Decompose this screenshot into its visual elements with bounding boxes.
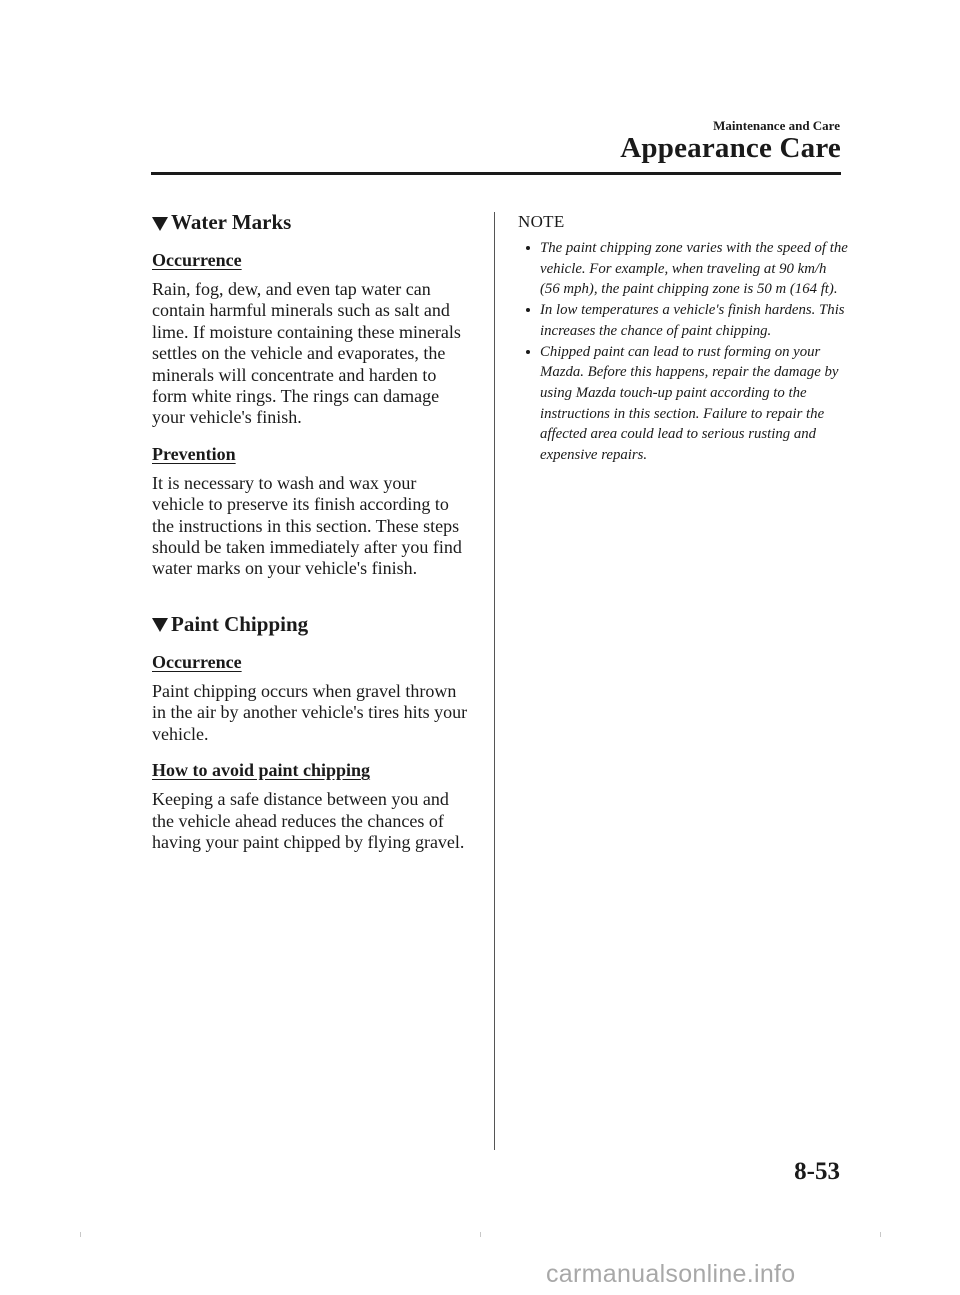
footer-crop-mark: [480, 1232, 481, 1237]
water-marks-section: [152, 210, 472, 580]
bullet-icon: [526, 350, 530, 354]
bullet-icon: [526, 308, 530, 312]
water-marks-occurrence-text: Rain, fog, dew, and even tap water can contain harmful minerals such as salt and lime. If moisture containing these minerals settles on the vehicle and evaporates, the minerals will concentrate and harden to form white rings. The rings can damage your vehicle's finish.: [152, 279, 461, 428]
right-column: [518, 212, 848, 466]
note-item-text: The paint chipping zone varies with the speed of the vehicle. For example, when traveling at 90 km/h (56 mph), the paint chipping zone is 50 m (164 ft).: [540, 240, 848, 298]
water-marks-prevention-text: It is necessary to wash and wax your vehicle to preserve its finish according to the instructions in this section. These steps should be taken immediately after you find water marks on your vehicle's finish.: [152, 472, 462, 579]
water-marks-heading: [152, 210, 472, 235]
paint-chipping-heading: [152, 612, 472, 637]
footer-crop-mark: [80, 1232, 81, 1237]
watermark[interactable]: carmanualsonline.info: [546, 1260, 796, 1288]
down-triangle-icon: [152, 618, 168, 632]
water-marks-occurrence-heading: Occurrence: [152, 250, 242, 270]
paint-chipping-occurrence-text: Paint chipping occurs when gravel thrown in the air by another vehicle's tires hits your vehicle.: [152, 680, 468, 744]
paint-chipping-section: [152, 612, 472, 853]
avoid-paint-chipping-text: Keeping a safe distance between you and the vehicle ahead reduces the chances of having your paint chipped by flying gravel.: [152, 789, 465, 852]
down-triangle-icon: [152, 217, 168, 231]
water-marks-prevention-heading: Prevention: [152, 443, 236, 464]
header-section-label: Maintenance and Care: [713, 118, 840, 133]
note-item: [518, 342, 848, 466]
note-item: [518, 238, 848, 300]
page-title: Appearance Care: [620, 132, 841, 164]
note-heading: NOTE: [518, 212, 565, 231]
bullet-icon: [526, 246, 530, 250]
note-item-text: Chipped paint can lead to rust forming on your Mazda. Before this happens, repair the damage by using Mazda touch-up paint according to the instructions in this section. Failure to repair the affected area could lead to serious rusting and expensive repairs.: [540, 343, 839, 464]
column-divider: [494, 212, 495, 1150]
footer-crop-mark: [880, 1232, 881, 1237]
note-item-text: In low temperatures a vehicle's finish hardens. This increases the chance of paint chipping.: [540, 302, 845, 339]
left-column: [152, 210, 472, 853]
water-marks-heading-text: Water Marks: [171, 210, 292, 234]
note-item: [518, 300, 848, 341]
page-number: 8-53: [794, 1158, 840, 1185]
avoid-paint-chipping-heading: How to avoid paint chipping: [152, 760, 371, 781]
paint-chipping-occurrence-heading: Occurrence: [152, 651, 242, 672]
note-list: [518, 238, 848, 466]
header-divider: [151, 172, 841, 175]
paint-chipping-heading-text: Paint Chipping: [171, 611, 309, 636]
